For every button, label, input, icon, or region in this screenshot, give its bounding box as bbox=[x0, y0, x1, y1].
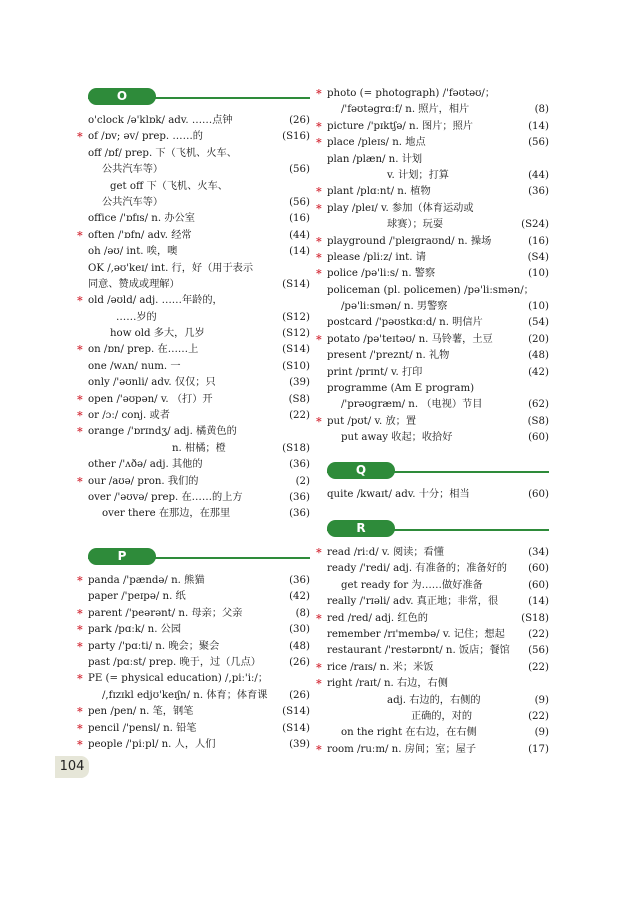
vocab-entry bbox=[88, 277, 310, 293]
entry-text: ……岁的 bbox=[116, 311, 157, 323]
star-icon: * bbox=[77, 705, 83, 719]
entry-text: /'fəʊtəgrɑːf/ n. 照片，相片 bbox=[341, 104, 470, 116]
entry-text: paper /'peɪpə/ n. 纸 bbox=[88, 591, 186, 603]
entry-text: /,fɪzɪkl edjʊ'keɪʃn/ n. 体育；体育课 bbox=[102, 689, 268, 701]
section-header bbox=[327, 520, 549, 538]
entry-page: (S16) bbox=[282, 131, 310, 143]
entry-page: (39) bbox=[289, 738, 310, 750]
vocab-entry bbox=[77, 424, 310, 440]
entry-page: (S8) bbox=[288, 393, 310, 405]
entry-page: (14) bbox=[289, 246, 310, 258]
entry-text: quite /kwaɪt/ adv. 十分；相当 bbox=[327, 489, 470, 500]
vocab-entry bbox=[327, 315, 549, 331]
entry-text: restaurant /'restərɒnt/ n. 饭店；餐馆 bbox=[327, 645, 510, 657]
entry-page: (S14) bbox=[282, 706, 310, 718]
entry-text: 正确的，对的 bbox=[411, 710, 473, 722]
star-icon: * bbox=[77, 574, 83, 587]
entry-page: (36) bbox=[289, 491, 310, 503]
vocab-entry bbox=[327, 397, 549, 413]
section-r bbox=[316, 520, 549, 758]
vocab-entry bbox=[316, 119, 549, 135]
star-icon: * bbox=[77, 737, 83, 751]
entry-text: get ready for 为……做好准备 bbox=[341, 579, 483, 591]
vocab-entry bbox=[88, 179, 310, 195]
entry-text: panda /'pændə/ n. 熊猫 bbox=[88, 575, 205, 586]
vocab-entry bbox=[77, 392, 310, 408]
entry-page: (22) bbox=[289, 410, 310, 422]
entry-page: (10) bbox=[528, 301, 549, 313]
entry-text: really /'rɪəli/ adv. 真正地；非常，很 bbox=[327, 596, 499, 608]
entry-text: /pə'liːsmən/ n. 男警察 bbox=[341, 301, 448, 313]
entry-page: (48) bbox=[289, 640, 310, 652]
entry-page: (62) bbox=[528, 399, 549, 411]
vocab-entry bbox=[316, 676, 549, 692]
vocab-entry bbox=[77, 408, 310, 424]
entry-text: n. 柑橘；橙 bbox=[172, 442, 226, 454]
entry-page: (S14) bbox=[282, 722, 310, 734]
entry-text: remember /rɪ'membə/ v. 记住；想起 bbox=[327, 628, 505, 640]
entry-text: put away 收起；收拾好 bbox=[341, 432, 453, 444]
vocab-entry bbox=[327, 299, 549, 315]
entry-page: (42) bbox=[528, 366, 549, 378]
vocab-entry bbox=[327, 168, 549, 184]
star-icon: * bbox=[77, 721, 83, 735]
entry-text: o'clock /ə'klɒk/ adv. ……点钟 bbox=[88, 115, 233, 126]
entry-text: off /ɒf/ prep. 下（飞机、火车、 bbox=[88, 147, 237, 159]
entry-page: (56) bbox=[289, 164, 310, 176]
entry-text: on the right 在右边，在右侧 bbox=[341, 727, 477, 739]
star-icon: * bbox=[77, 425, 83, 439]
entry-page: (S24) bbox=[521, 219, 549, 231]
star-icon: * bbox=[316, 611, 322, 625]
entry-text: pencil /'pensl/ n. 铅笔 bbox=[88, 722, 197, 734]
vocab-entry bbox=[327, 561, 549, 577]
vocab-entry bbox=[327, 594, 549, 610]
entry-text: office /'ɒfɪs/ n. 办公室 bbox=[88, 213, 195, 225]
entry-page: (44) bbox=[289, 229, 310, 241]
vocab-entry bbox=[88, 688, 310, 704]
vocab-entry bbox=[327, 627, 549, 643]
entry-text: old /əʊld/ adj. ……年龄的， bbox=[88, 295, 223, 307]
vocab-entry bbox=[316, 266, 549, 282]
entry-text: v. 计划；打算 bbox=[387, 169, 449, 181]
entry-page: (36) bbox=[289, 575, 310, 586]
entry-text: plan /plæn/ n. 计划 bbox=[327, 153, 423, 165]
entry-text: party /'pɑːti/ n. 晚会；聚会 bbox=[88, 640, 220, 652]
entry-text: right /raɪt/ n. 右边，右侧 bbox=[327, 678, 448, 690]
vocab-entry bbox=[327, 430, 549, 446]
vocab-entry bbox=[327, 152, 549, 168]
entry-page: (8) bbox=[534, 104, 549, 116]
entry-text: rice /raɪs/ n. 米；米饭 bbox=[327, 661, 434, 673]
vocab-entry bbox=[88, 506, 310, 522]
section-cont bbox=[316, 86, 549, 447]
vocab-entry bbox=[88, 490, 310, 506]
entry-page: (56) bbox=[289, 196, 310, 208]
vocab-entry bbox=[77, 474, 310, 490]
entry-page: (30) bbox=[289, 624, 310, 636]
entry-text: over there 在那边，在那里 bbox=[102, 508, 231, 520]
section-letter: Q bbox=[327, 462, 395, 479]
star-icon: * bbox=[316, 201, 322, 215]
entry-page: (8) bbox=[295, 607, 310, 619]
star-icon: * bbox=[77, 130, 83, 144]
vocab-entry bbox=[88, 244, 310, 260]
vocab-entry bbox=[77, 639, 310, 655]
entry-page: (S18) bbox=[521, 612, 549, 624]
entry-text: 公共汽车等） bbox=[102, 164, 164, 176]
section-header bbox=[88, 548, 310, 566]
vocab-entry bbox=[316, 234, 549, 250]
star-icon: * bbox=[77, 639, 83, 653]
entry-text: room /ruːm/ n. 房间；室；屋子 bbox=[327, 743, 477, 755]
entry-text: 同意、赞成或理解） bbox=[88, 278, 180, 290]
entry-page: (60) bbox=[528, 579, 549, 591]
entry-page: (17) bbox=[528, 743, 549, 755]
entry-page: (S12) bbox=[282, 311, 310, 323]
entry-text: plant /plɑːnt/ n. 植物 bbox=[327, 186, 431, 198]
entry-page: (S8) bbox=[527, 415, 549, 427]
vocab-entry bbox=[316, 86, 549, 102]
vocab-entry bbox=[77, 622, 310, 638]
entry-page: (22) bbox=[528, 628, 549, 640]
section-q bbox=[327, 462, 549, 503]
vocab-entry bbox=[327, 643, 549, 659]
entry-page: (54) bbox=[528, 317, 549, 329]
star-icon: * bbox=[77, 623, 83, 637]
vocab-entry bbox=[316, 332, 549, 348]
section-header bbox=[88, 88, 310, 106]
entry-text: police /pə'liːs/ n. 警察 bbox=[327, 268, 436, 280]
entry-text: present /'preznt/ n. 礼物 bbox=[327, 350, 450, 362]
vocab-entry bbox=[316, 414, 549, 430]
entry-text: policeman (pl. policemen) /pə'liːsmən/； bbox=[327, 284, 534, 296]
star-icon: * bbox=[77, 409, 83, 423]
vocab-entry bbox=[77, 228, 310, 244]
section-letter: R bbox=[327, 520, 395, 537]
vocab-entry bbox=[77, 737, 310, 753]
entry-page: (16) bbox=[289, 213, 310, 225]
entry-text: oh /əʊ/ int. 唉，噢 bbox=[88, 246, 178, 258]
star-icon: * bbox=[316, 250, 322, 264]
entry-text: past /pɑːst/ prep. 晚于，过（几点） bbox=[88, 656, 261, 668]
entry-text: parent /'peərənt/ n. 母亲；父亲 bbox=[88, 607, 243, 619]
star-icon: * bbox=[77, 606, 83, 620]
entry-text: OK /,əʊ'keɪ/ int. 行，好（用于表示 bbox=[88, 262, 254, 274]
entry-page: (9) bbox=[534, 727, 549, 739]
entry-page: (44) bbox=[528, 169, 549, 181]
entry-text: our /aʊə/ pron. 我们的 bbox=[88, 475, 199, 487]
vocab-entry bbox=[327, 283, 549, 299]
entry-text: postcard /'pəʊstkɑːd/ n. 明信片 bbox=[327, 317, 483, 329]
vocab-entry bbox=[88, 261, 310, 277]
star-icon: * bbox=[316, 742, 322, 756]
entry-page: (48) bbox=[528, 350, 549, 362]
entry-text: potato /pə'teɪtəʊ/ n. 马铃薯，土豆 bbox=[327, 333, 493, 345]
entry-text: other /'ʌðə/ adj. 其他的 bbox=[88, 459, 203, 471]
entry-page: (26) bbox=[289, 115, 310, 126]
star-icon: * bbox=[77, 392, 83, 406]
vocab-entry bbox=[88, 146, 310, 162]
vocab-entry bbox=[88, 375, 310, 391]
entry-text: please /pliːz/ int. 请 bbox=[327, 251, 426, 263]
vocab-entry bbox=[77, 342, 310, 358]
star-icon: * bbox=[316, 332, 322, 346]
entry-page: (36) bbox=[289, 508, 310, 520]
entry-text: people /'piːpl/ n. 人，人们 bbox=[88, 738, 216, 750]
entry-page: (60) bbox=[528, 489, 549, 500]
vocab-entry bbox=[88, 211, 310, 227]
star-icon: * bbox=[316, 414, 322, 428]
entry-text: of /ɒv; əv/ prep. ……的 bbox=[88, 131, 203, 143]
entry-page: (16) bbox=[528, 235, 549, 247]
vocab-entry bbox=[316, 611, 549, 627]
vocab-entry bbox=[327, 381, 549, 397]
page-number: 104 bbox=[55, 756, 89, 778]
entry-page: (22) bbox=[528, 710, 549, 722]
vocab-entry bbox=[316, 135, 549, 151]
entry-text: how old 多大，几岁 bbox=[110, 328, 205, 340]
section-header bbox=[327, 462, 549, 480]
entry-page: (39) bbox=[289, 377, 310, 389]
entry-page: (60) bbox=[528, 432, 549, 444]
vocab-entry bbox=[316, 184, 549, 200]
entry-text: orange /'ɒrɪndʒ/ adj. 橘黄色的 bbox=[88, 426, 237, 438]
entry-page: (42) bbox=[289, 591, 310, 603]
star-icon: * bbox=[316, 267, 322, 281]
entry-text: get off 下（飞机、火车、 bbox=[110, 180, 228, 192]
section-p bbox=[77, 548, 310, 753]
vocab-entry bbox=[327, 725, 549, 741]
entry-text: playground /'pleɪgraʊnd/ n. 操场 bbox=[327, 235, 492, 247]
vocab-entry bbox=[77, 721, 310, 737]
entry-page: (34) bbox=[528, 547, 549, 558]
entry-text: picture /'pɪktʃə/ n. 图片；照片 bbox=[327, 120, 473, 132]
vocab-entry bbox=[316, 545, 549, 561]
entry-page: (56) bbox=[528, 137, 549, 149]
star-icon: * bbox=[316, 119, 322, 133]
entry-text: pen /pen/ n. 笔，钢笔 bbox=[88, 706, 194, 718]
entry-text: ready /'redi/ adj. 有准备的；准备好的 bbox=[327, 563, 507, 575]
section-letter: P bbox=[88, 548, 156, 565]
vocab-entry bbox=[327, 348, 549, 364]
entry-page: (56) bbox=[528, 645, 549, 657]
star-icon: * bbox=[316, 185, 322, 199]
star-icon: * bbox=[316, 87, 322, 100]
vocab-entry bbox=[327, 217, 549, 233]
vocab-entry bbox=[77, 671, 310, 687]
entry-text: place /pleɪs/ n. 地点 bbox=[327, 137, 426, 149]
entry-text: play /pleɪ/ v. 参加（体育运动或 bbox=[327, 202, 474, 214]
vocab-entry bbox=[316, 201, 549, 217]
entry-text: photo (= photograph) /'fəʊtəʊ/； bbox=[327, 88, 496, 99]
entry-text: adj. 右边的，右侧的 bbox=[387, 694, 481, 706]
entry-text: red /red/ adj. 红色的 bbox=[327, 612, 428, 624]
vocab-entry bbox=[88, 655, 310, 671]
star-icon: * bbox=[77, 343, 83, 357]
entry-page: (14) bbox=[528, 596, 549, 608]
entry-page: (10) bbox=[528, 268, 549, 280]
vocab-entry bbox=[88, 162, 310, 178]
vocab-entry bbox=[316, 742, 549, 758]
entry-page: (20) bbox=[528, 333, 549, 345]
vocab-entry bbox=[327, 578, 549, 594]
entry-text: often /'ɒfn/ adv. 经常 bbox=[88, 229, 192, 241]
entry-text: programme (Am E program) bbox=[327, 383, 475, 395]
entry-page: (S14) bbox=[282, 344, 310, 356]
vocab-entry bbox=[327, 487, 549, 503]
vocab-entry bbox=[327, 693, 549, 709]
star-icon: * bbox=[316, 660, 322, 674]
entry-text: /'prəʊgræm/ n. （电视）节目 bbox=[341, 399, 483, 411]
entry-text: on /ɒn/ prep. 在……上 bbox=[88, 344, 199, 356]
entry-page: (S14) bbox=[282, 278, 310, 290]
star-icon: * bbox=[77, 228, 83, 242]
vocab-entry bbox=[88, 441, 310, 457]
star-icon: * bbox=[77, 294, 83, 308]
star-icon: * bbox=[77, 474, 83, 488]
star-icon: * bbox=[316, 234, 322, 248]
entry-page: (14) bbox=[528, 120, 549, 132]
vocab-entry bbox=[77, 129, 310, 145]
entry-page: (2) bbox=[295, 475, 310, 487]
entry-page: (S12) bbox=[282, 328, 310, 340]
entry-text: read /riːd/ v. 阅读；看懂 bbox=[327, 547, 444, 558]
vocab-entry bbox=[77, 573, 310, 589]
entry-text: print /prɪnt/ v. 打印 bbox=[327, 366, 423, 378]
entry-text: only /'əʊnli/ adv. 仅仅；只 bbox=[88, 377, 216, 389]
vocab-entry bbox=[77, 606, 310, 622]
section-o bbox=[77, 88, 310, 523]
section-letter: O bbox=[88, 88, 156, 105]
vocab-entry bbox=[88, 195, 310, 211]
vocab-entry bbox=[88, 359, 310, 375]
entry-text: 公共汽车等） bbox=[102, 196, 164, 208]
vocab-entry bbox=[77, 704, 310, 720]
vocab-entry bbox=[316, 660, 549, 676]
entry-text: open /'əʊpən/ v. （打）开 bbox=[88, 393, 213, 405]
vocab-entry bbox=[88, 113, 310, 129]
entry-text: or /ɔː/ conj. 或者 bbox=[88, 410, 170, 422]
entry-text: PE (= physical education) /,piː'iː/； bbox=[88, 673, 269, 685]
star-icon: * bbox=[316, 136, 322, 150]
entry-page: (22) bbox=[528, 661, 549, 673]
entry-text: one /wʌn/ num. 一 bbox=[88, 360, 181, 372]
vocab-entry bbox=[316, 250, 549, 266]
entry-page: (26) bbox=[289, 656, 310, 668]
entry-text: park /pɑːk/ n. 公园 bbox=[88, 624, 182, 636]
entry-text: over /'əʊvə/ prep. 在……的上方 bbox=[88, 491, 243, 503]
star-icon: * bbox=[316, 546, 322, 559]
vocab-entry bbox=[327, 365, 549, 381]
star-icon: * bbox=[77, 672, 83, 686]
entry-page: (S4) bbox=[527, 251, 549, 263]
star-icon: * bbox=[316, 677, 322, 691]
vocab-entry bbox=[88, 457, 310, 473]
entry-text: 球赛）；玩耍 bbox=[387, 219, 444, 231]
vocab-entry bbox=[88, 310, 310, 326]
entry-page: (36) bbox=[528, 186, 549, 198]
entry-page: (S10) bbox=[282, 360, 310, 372]
entry-page: (26) bbox=[289, 689, 310, 701]
vocab-entry bbox=[77, 293, 310, 309]
entry-page: (36) bbox=[289, 459, 310, 471]
vocab-entry bbox=[327, 102, 549, 118]
entry-text: put /pʊt/ v. 放；置 bbox=[327, 415, 417, 427]
vocab-entry bbox=[88, 589, 310, 605]
vocab-entry bbox=[88, 326, 310, 342]
entry-page: (9) bbox=[534, 694, 549, 706]
vocab-entry bbox=[327, 709, 549, 725]
entry-page: (60) bbox=[528, 563, 549, 575]
entry-page: (S18) bbox=[282, 442, 310, 454]
